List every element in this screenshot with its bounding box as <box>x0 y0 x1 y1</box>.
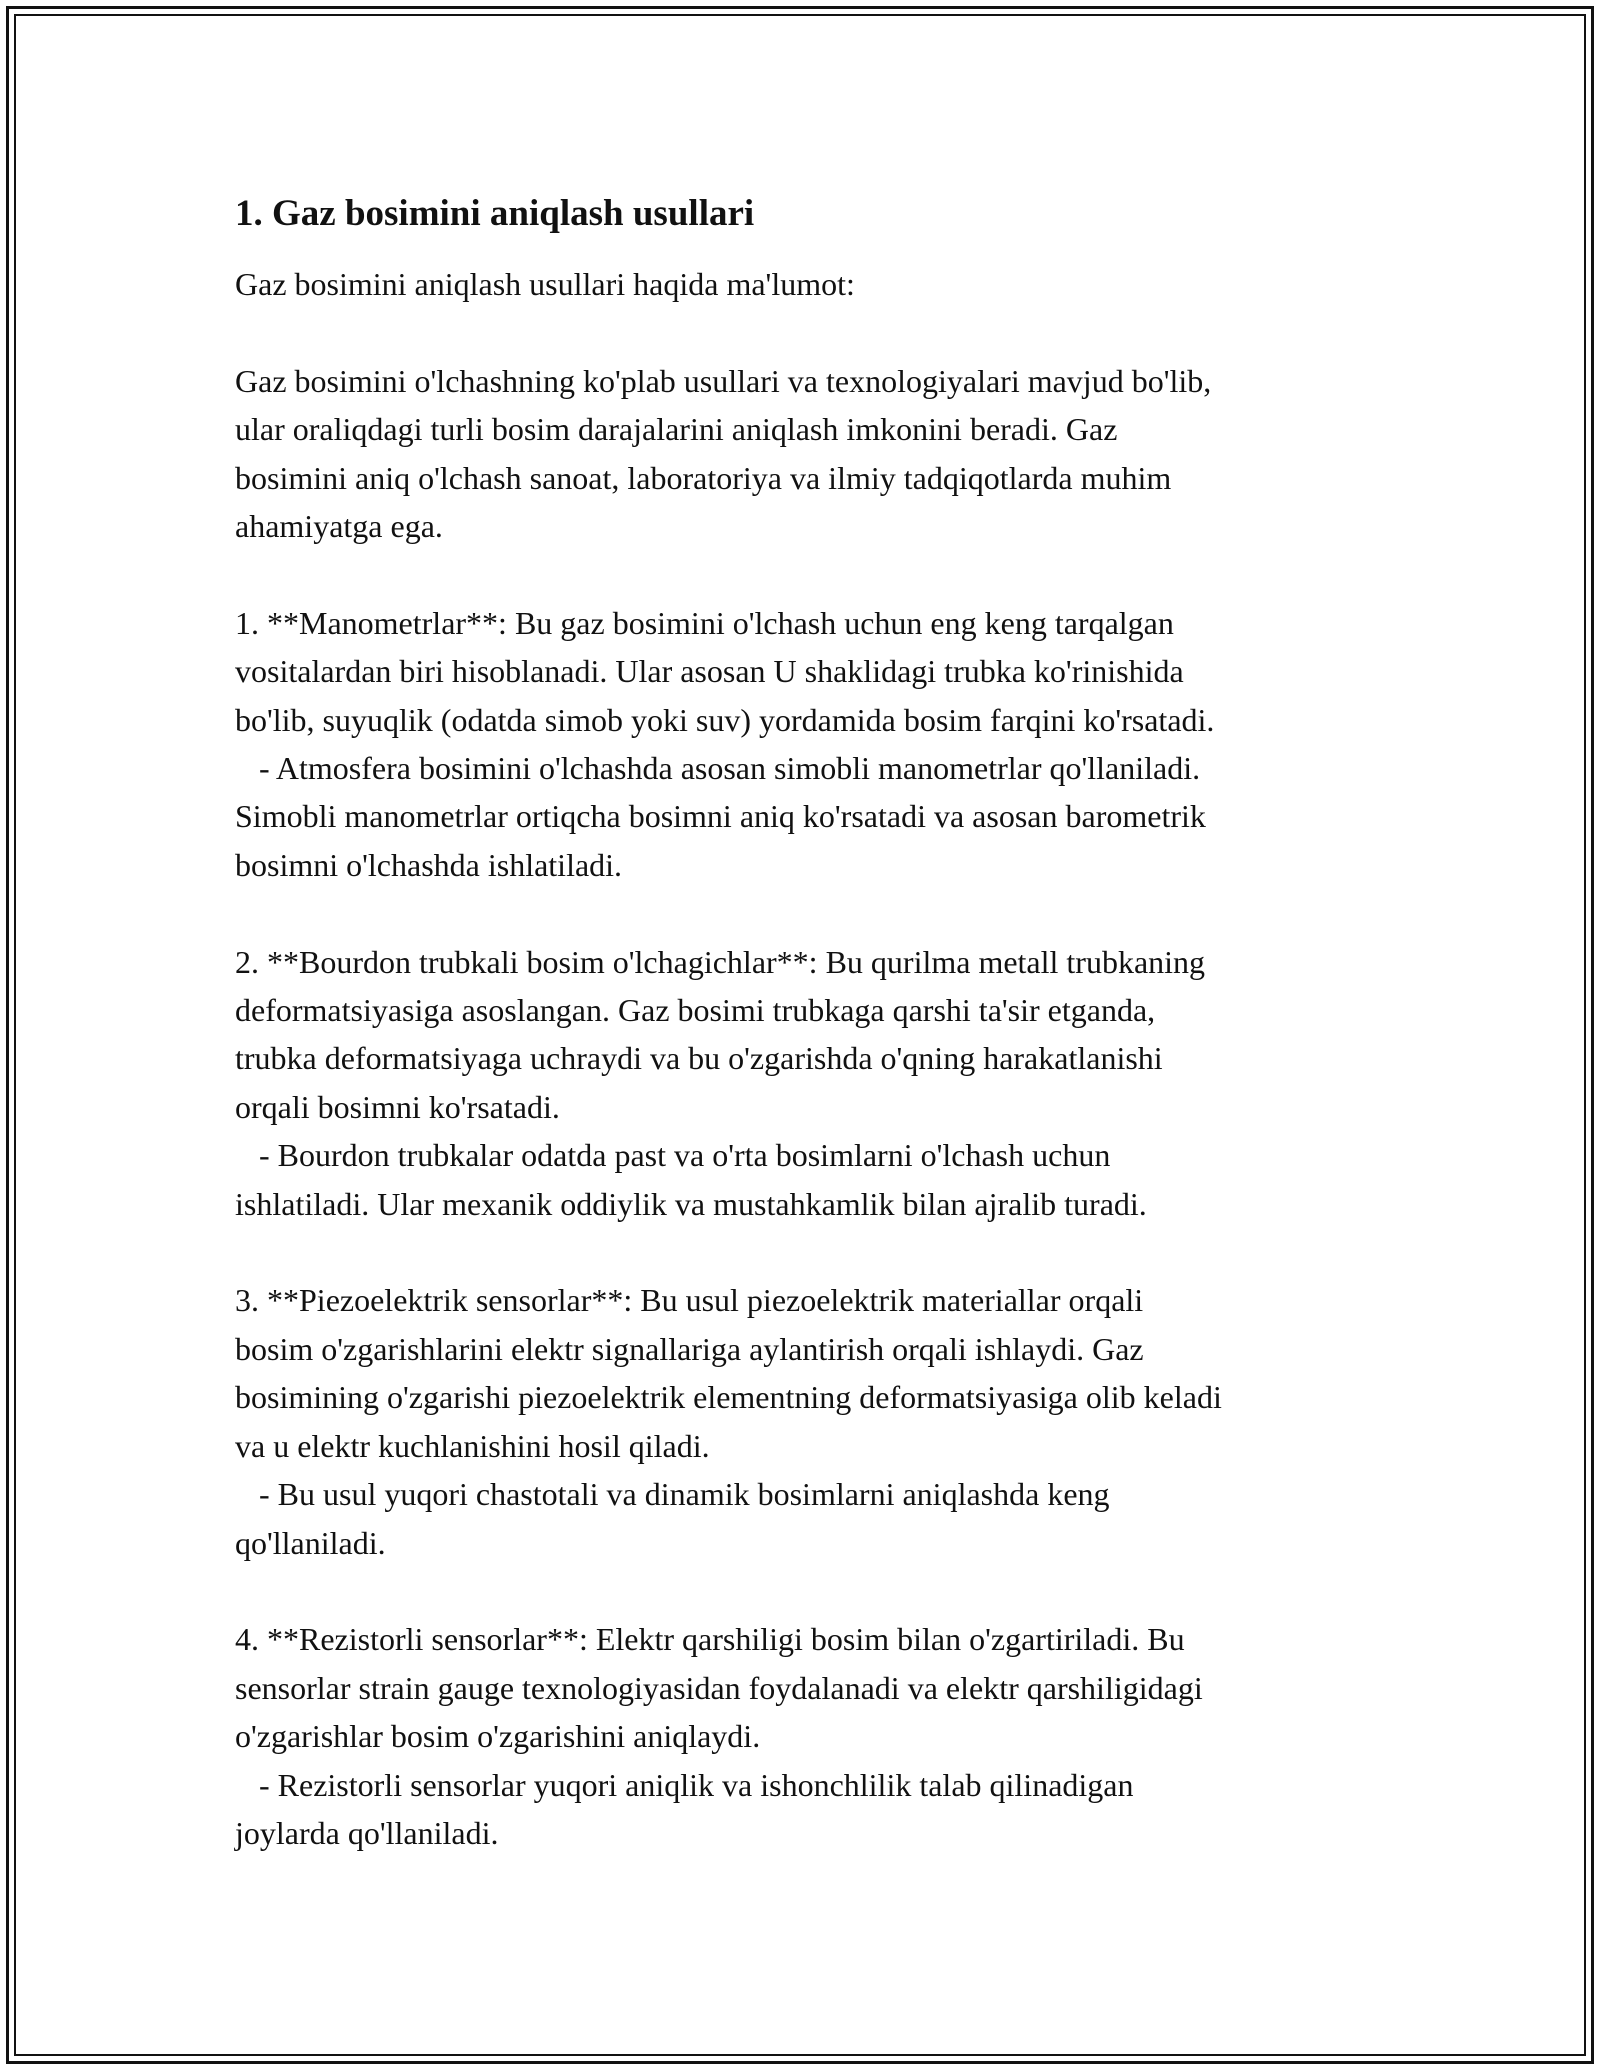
method-manometers: 1. **Manometrlar**: Bu gaz bosimini o'lchash uchun eng keng tarqalgan vositalardan biri hisoblanadi. Ular asosan U shaklidagi trubka ko'rinishida bo'lib, suyuqlik (odatda simob yoki suv) yordamida bosim farqini ko'rsatadi. <box>235 604 1215 738</box>
method-resistive-note: - Rezistorli sensorlar yuqori aniqlik va ishonchlilik talab qilinadigan joylarda qo'llaniladi. <box>235 1766 1134 1851</box>
method-piezoelectric-note: - Bu usul yuqori chastotali va dinamik bosimlarni aniqlashda keng qo'llaniladi. <box>235 1476 1110 1561</box>
method-bourdon-note: - Bourdon trubkalar odatda past va o'rta bosimlarni o'lchash uchun ishlatiladi. Ular mexanik oddiylik va mustahkamlik bilan ajralib turadi. <box>235 1137 1147 1222</box>
paragraph-spacer <box>235 308 1385 356</box>
method-bourdon: 2. **Bourdon trubkali bosim o'lchagichlar**: Bu qurilma metall trubkaning deformatsiyasiga asoslangan. Gaz bosimi trubkaga qarshi ta'sir etganda, trubka deformatsiyaga uchraydi va bu o'zgarishda o'qning harakatlanishi orqali bosimni ko'rsatadi. <box>235 943 1206 1125</box>
method-manometers-note: - Atmosfera bosimini o'lchashda asosan simobli manometrlar qo'llaniladi. Simobli manometrlar ortiqcha bosimni aniq ko'rsatadi va asosan barometrik bosimni o'lchashda ishlatiladi. <box>235 750 1206 883</box>
overview-paragraph: Gaz bosimini o'lchashning ko'plab usullari va texnologiyalari mavjud bo'lib, ular oraliqdagi turli bosim darajalarini aniqlash imkonini beradi. Gaz bosimini aniq o'lchash sanoat, laboratoriya va ilmiy tadqiqotlarda muhim ahamiyatga ega. <box>235 362 1212 545</box>
paragraph-spacer <box>235 1228 1385 1276</box>
paragraph-spacer <box>235 550 1385 598</box>
document-body <box>235 188 1385 1857</box>
document-title: 1. Gaz bosimini aniqlash usullari <box>235 193 755 234</box>
paragraph-spacer <box>235 1567 1385 1615</box>
method-resistive: 4. **Rezistorli sensorlar**: Elektr qarshiligi bosim bilan o'zgartiriladi. Bu sensorlar strain gauge texnologiyasidan foydalanadi va elektr qarshiligidagi o'zgarishlar bosim o'zgarishini aniqlaydi. <box>235 1621 1203 1755</box>
method-piezoelectric: 3. **Piezoelektrik sensorlar**: Bu usul piezoelektrik materiallar orqali bosim o'zgarishlarini elektr signallariga aylantirish orqali ishlaydi. Gaz bosimining o'zgarishi piezoelektrik elementning deformatsiyasiga olib keladi va u elektr kuchlanishini hosil qiladi. <box>235 1282 1222 1464</box>
paragraph-spacer <box>235 889 1385 937</box>
intro-paragraph: Gaz bosimini aniqlash usullari haqida ma'lumot: <box>235 266 855 302</box>
